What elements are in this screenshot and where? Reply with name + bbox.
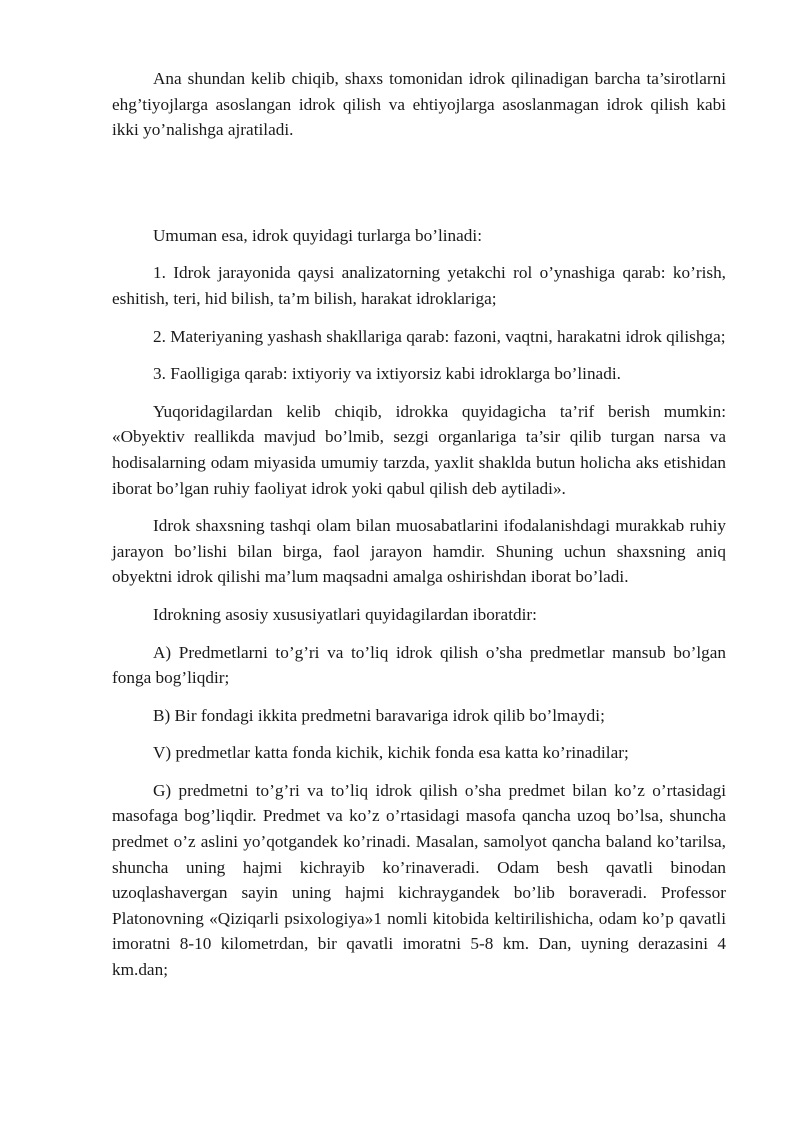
paragraph-perception-types-intro: Umuman esa, idrok quyidagi turlarga bo’linadi: — [153, 225, 483, 245]
list-item-matter-forms: 2. Materiyaning yashash shakllariga qarab: fazoni, vaqtni, harakatni idrok qilishga; — [153, 326, 726, 346]
blank-space — [112, 155, 726, 223]
paragraph-perception-directions: Ana shundan kelib chiqib, shaxs tomonidan idrok qilinadigan barcha ta’sirotlarni ehg’tiyojlarga asoslangan idrok qilish va ehtiyojlarga asoslanmagan idrok qilish kabi ikki yo’nalishga ajratiladi. — [112, 69, 726, 140]
property-item-v: V) predmetlar katta fonda kichik, kichik fonda esa katta ko’rinadilar; — [153, 743, 629, 763]
list-item-activity: 3. Faolligiga qarab: ixtiyoriy va ixtiyorsiz kabi idroklarga bo’linadi. — [153, 364, 621, 384]
document-page — [112, 66, 726, 995]
paragraph-active-process: Idrok shaxsning tashqi olam bilan muosabatlarini ifodalanishdagi murakkab ruhiy jarayon bo’lishi bilan birga, faol jarayon hamdir. Shuning uchun shaxsning aniq obyektni idrok qilishi ma’lum maqsadni amalga oshirishdan iborat bo’ladi. — [112, 516, 726, 587]
list-item-analyzer: 1. Idrok jarayonida qaysi analizatorning yetakchi rol o’ynashiga qarab: ko’rish, eshitish, teri, hid bilish, ta’m bilish, harakat idroklariga; — [112, 263, 726, 308]
paragraph-definition: Yuqoridagilardan kelib chiqib, idrokka quyidagicha ta’rif berish mumkin: «Obyektiv reallikda mavjud bo’lmib, sezgi organlariga ta’sir qilib turgan narsa va hodisalarning odam miyasida umumiy tarzda, yaxlit shaklda butun holicha aks etishidan iborat bo’lgan ruhiy faoliyat idrok yoki qabul qilish deb aytiladi». — [112, 401, 726, 498]
property-item-b: B) Bir fondagi ikkita predmetni baravariga idrok qilib bo’lmaydi; — [153, 705, 605, 725]
property-item-a: A) Predmetlarni to’g’ri va to’liq idrok qilish o’sha predmetlar mansub bo’lgan fonga bog’liqdir; — [112, 642, 726, 688]
property-item-g: G) predmetni to’g’ri va to’liq idrok qilish o’sha predmet bilan ko’z o’rtasidagi masofaga bog’liqdir. Predmet va ko’z o’rtasidagi masofa qancha uzoq bo’lsa, shuncha predmet o’z aslini yo’qotgandek ko’rinadi. Masalan, samolyot qancha baland ko’tarilsa, shuncha uning hajmi kichrayib ko’rinaveradi. Odam besh qavatli binodan uzoqlashavergan sayin uning hajmi kichraygandek bo’lib boraveradi. Professor Platonovning «Qiziqarli psixologiya»1 nomli kitobida keltirilishicha, odam ko’p qavatli imoratni 8-10 kilometrdan, bir qavatli imoratni 5-8 km. Dan, uyning derazasini 4 km.dan; — [112, 780, 726, 980]
paragraph-properties-intro: Idrokning asosiy xususiyatlari quyidagilardan iboratdir: — [153, 604, 537, 624]
